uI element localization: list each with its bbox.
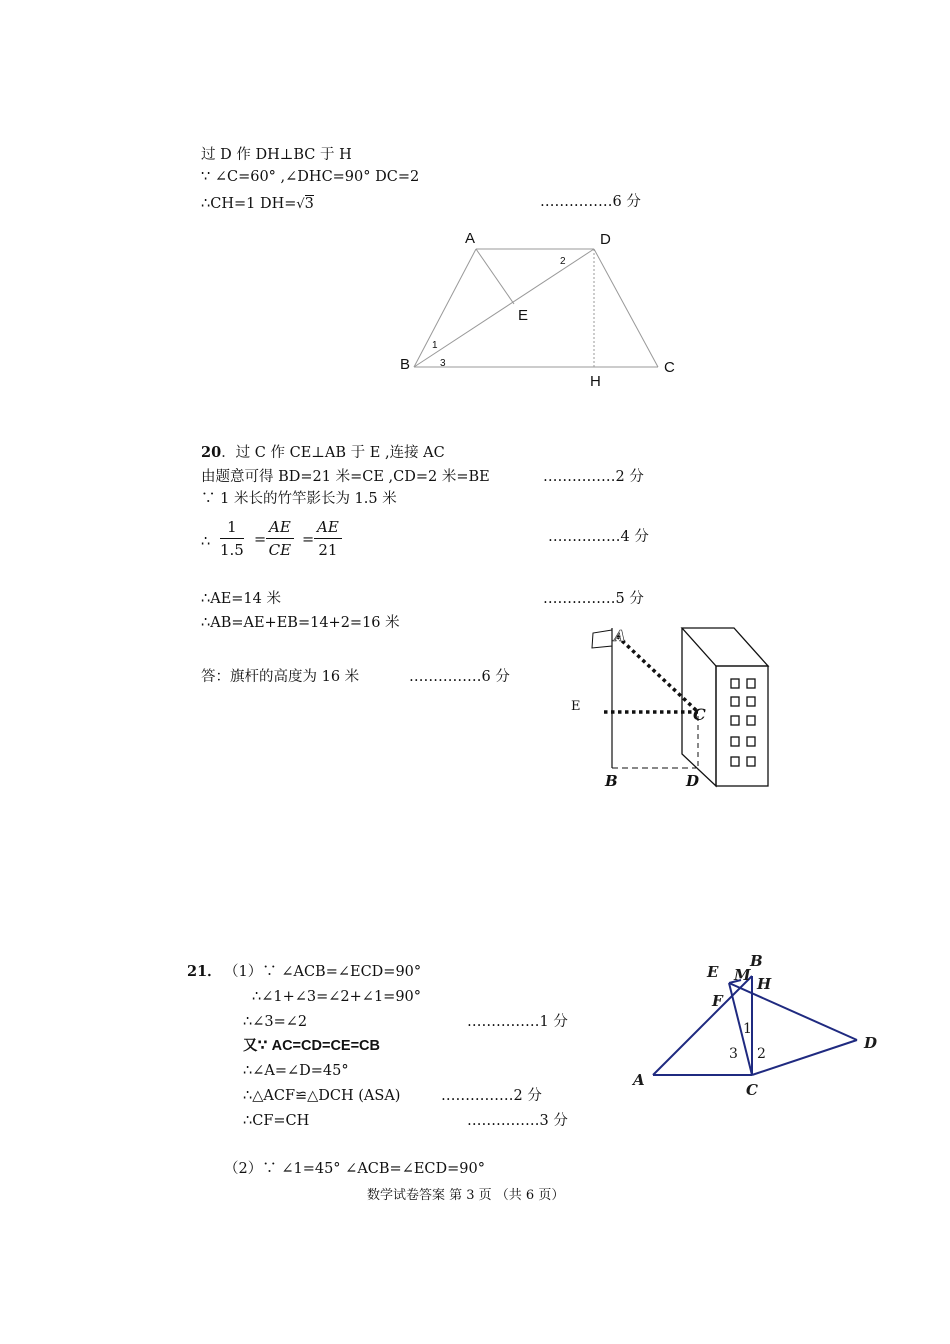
label-D: D: [686, 772, 700, 790]
equals-sign: =: [254, 532, 267, 548]
text-line: ∵ ∠C=60° ,∠DHC=90° DC=2: [201, 169, 420, 185]
angle-label-2: 2: [560, 256, 566, 267]
text-line: ∵ 1 米长的竹竿影长为 1.5 米: [201, 491, 397, 507]
text-line: ∴∠3=∠2: [243, 1014, 308, 1030]
label-D: D: [864, 1034, 878, 1052]
fraction-denominator: 1.5: [220, 541, 244, 559]
score-mark: ……………2 分: [441, 1088, 542, 1104]
label-E: E: [518, 307, 529, 324]
sqrt-symbol: √: [296, 197, 305, 212]
label-C: C: [693, 705, 706, 724]
sqrt-value: 3: [304, 196, 314, 212]
score-mark: ……………6 分: [409, 669, 510, 685]
text-line: 又∵ AC=CD=CE=CB: [243, 1038, 380, 1054]
label-A: A: [633, 1071, 645, 1089]
score-mark: ……………5 分: [543, 591, 644, 607]
label-B: B: [400, 356, 411, 373]
angle-label-2: 2: [757, 1046, 766, 1062]
fraction-numerator: AE: [314, 516, 342, 539]
therefore-symbol: ∴: [201, 534, 211, 550]
text-line: 过 D 作 DH⊥BC 于 H: [201, 147, 352, 163]
text-line: ∴AE=14 米: [201, 591, 281, 607]
fraction-numerator: AE: [266, 516, 294, 539]
label-H: H: [590, 373, 601, 390]
text-line: ∴△ACF≌△DCH (ASA): [243, 1088, 401, 1104]
score-mark: ……………1 分: [467, 1014, 568, 1030]
answer-line: 答：旗杆的高度为 16 米: [201, 669, 360, 685]
label-H: H: [757, 975, 772, 993]
label-A: A: [465, 230, 476, 247]
text-line: ∴CF=CH: [243, 1113, 310, 1129]
angle-label-1: 1: [432, 340, 438, 351]
label-B: B: [605, 772, 618, 790]
label-M: M: [734, 966, 751, 984]
question-number: 21．: [187, 963, 222, 980]
text: ．过 C 作 CE⊥AB 于 E ,连接 AC: [221, 445, 445, 461]
text-line: ∴∠A=∠D=45°: [243, 1063, 349, 1079]
label-C: C: [746, 1081, 758, 1099]
label-E: E: [707, 963, 719, 981]
fraction-denominator: CE: [268, 541, 292, 559]
angle-label-3: 3: [440, 358, 446, 369]
score-mark: ……………6 分: [540, 194, 641, 210]
label-F: F: [712, 992, 723, 1010]
score-mark: ……………4 分: [548, 529, 649, 545]
equals-sign: =: [302, 532, 315, 548]
label-C: C: [664, 359, 675, 376]
fraction-denominator: 21: [318, 541, 338, 559]
page-footer: 数学试卷答案 第 3 页 （共 6 页）: [367, 1188, 565, 1203]
angle-label-3: 3: [729, 1046, 738, 1062]
text-line: （1）∵ ∠ACB=∠ECD=90°: [224, 964, 422, 980]
score-mark: ……………3 分: [467, 1113, 568, 1129]
label-B: B: [750, 952, 763, 970]
text-prefix: ∴CH=1 DH=: [201, 196, 297, 212]
angle-label-1: 1: [743, 1021, 752, 1037]
label-D: D: [600, 231, 611, 248]
label-E: E: [571, 699, 581, 714]
text-line: ∴AB=AE+EB=14+2=16 米: [201, 615, 400, 631]
text-line: （2）∵ ∠1=45° ∠ACB=∠ECD=90°: [224, 1161, 485, 1177]
segment-CD: [752, 1040, 857, 1075]
fraction-numerator: 1: [220, 516, 244, 539]
score-mark: ……………2 分: [543, 469, 644, 485]
text-line: ∴∠1+∠3=∠2+∠1=90°: [252, 989, 422, 1005]
text-line: 由题意可得 BD=21 米=CE ,CD=2 米=BE: [201, 469, 490, 485]
label-A: A: [614, 627, 626, 645]
question-number: 20: [201, 444, 222, 461]
